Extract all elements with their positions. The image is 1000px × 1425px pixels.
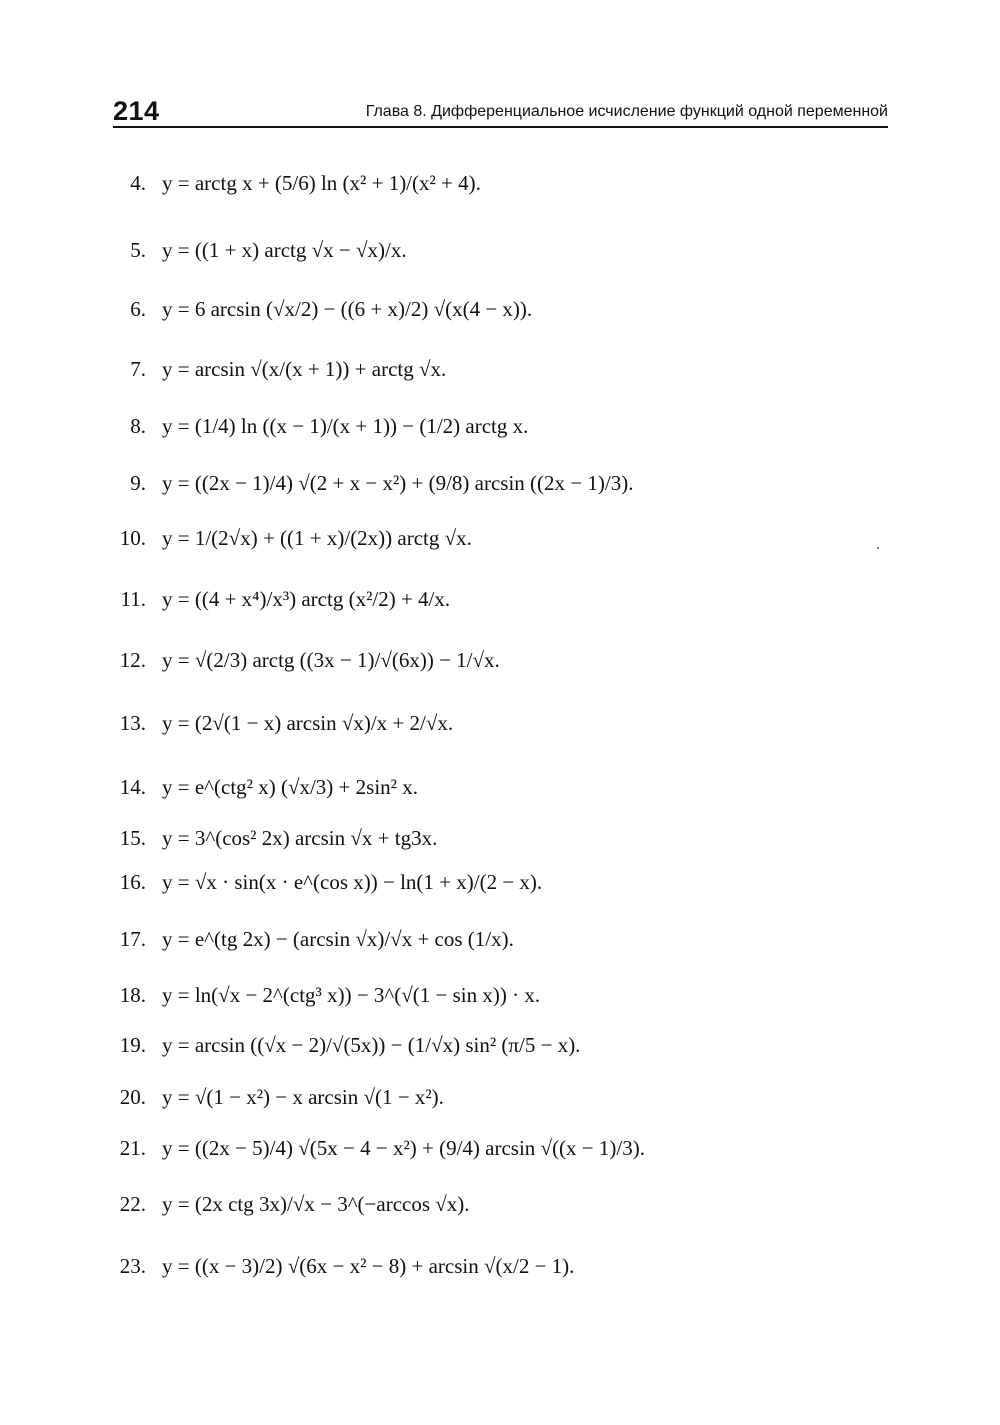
problem-number: 9.: [130, 471, 146, 495]
problem-formula: y = e^(ctg² x) (√x/3) + 2sin² x.: [162, 775, 418, 799]
problem-number: 14.: [119, 775, 146, 799]
problem-formula: y = 3^(cos² 2x) arcsin √x + tg3x.: [162, 826, 438, 850]
problem-number: 10.: [119, 526, 146, 550]
problem-number: 19.: [119, 1033, 146, 1057]
problem-number: 18.: [119, 983, 146, 1007]
problem-formula: y = (2x ctg 3x)/√x − 3^(−arccos √x).: [162, 1192, 470, 1216]
problem-number: 17.: [119, 927, 146, 951]
problem-formula: y = (2√(1 − x) arcsin √x)/x + 2/√x.: [162, 711, 454, 735]
problem-formula: y = e^(tg 2x) − (arcsin √x)/√x + cos (1/x).: [162, 927, 514, 951]
problem-formula: y = ((2x − 5)/4) √(5x − 4 − x²) + (9/4) arcsin √((x − 1)/3).: [162, 1136, 645, 1160]
problem-number: 21.: [119, 1136, 146, 1160]
problem-formula: y = √(2/3) arctg ((3x − 1)/√(6x)) − 1/√x.: [162, 648, 500, 672]
problem-number: 23.: [119, 1254, 146, 1278]
problem-formula: y = ((x − 3)/2) √(6x − x² − 8) + arcsin √(x/2 − 1).: [162, 1254, 575, 1278]
problem-formula: y = (1/4) ln ((x − 1)/(x + 1)) − (1/2) arctg x.: [162, 414, 529, 438]
problem-formula: y = √x · sin(x · e^(cos x)) − ln(1 + x)/(2 − x).: [162, 870, 543, 894]
problem-formula: y = arcsin √(x/(x + 1)) + arctg √x.: [162, 357, 447, 381]
problem-number: 15.: [119, 826, 146, 850]
problem-formula: y = 1/(2√x) + ((1 + x)/(2x)) arctg √x.: [162, 526, 472, 550]
problem-formula: y = 6 arcsin (√x/2) − ((6 + x)/2) √(x(4 − x)).: [162, 297, 533, 321]
problem-number: 22.: [119, 1192, 146, 1216]
page-number: 214: [113, 96, 160, 126]
problem-formula: y = arctg x + (5/6) ln (x² + 1)/(x² + 4).: [162, 171, 481, 195]
problem-number: 13.: [119, 711, 146, 735]
problem-number: 11.: [120, 587, 146, 611]
problem-number: 4.: [130, 171, 146, 195]
problem-number: 6.: [130, 297, 146, 321]
header-rule: [113, 126, 888, 128]
problem-number: 7.: [130, 357, 146, 381]
problem-formula: y = ((4 + x⁴)/x³) arctg (x²/2) + 4/x.: [162, 587, 451, 611]
problem-formula: y = ln(√x − 2^(ctg³ x)) − 3^(√(1 − sin x)) · x.: [162, 983, 541, 1007]
running-title: Глава 8. Дифференциальное исчисление функций одной переменной: [365, 103, 888, 120]
problem-formula: y = arcsin ((√x − 2)/√(5x)) − (1/√x) sin² (π/5 − x).: [162, 1033, 581, 1057]
problem-number: 16.: [119, 870, 146, 894]
problem-formula: y = ((2x − 1)/4) √(2 + x − x²) + (9/8) arcsin ((2x − 1)/3).: [162, 471, 634, 495]
stray-dot: [877, 547, 879, 549]
problem-number: 5.: [130, 238, 146, 262]
problem-number: 20.: [119, 1085, 146, 1109]
page-header: [113, 96, 888, 130]
problem-formula: y = √(1 − x²) − x arcsin √(1 − x²).: [162, 1085, 444, 1109]
problem-formula: y = ((1 + x) arctg √x − √x)/x.: [162, 238, 407, 262]
problem-number: 12.: [119, 648, 146, 672]
problem-number: 8.: [130, 414, 146, 438]
